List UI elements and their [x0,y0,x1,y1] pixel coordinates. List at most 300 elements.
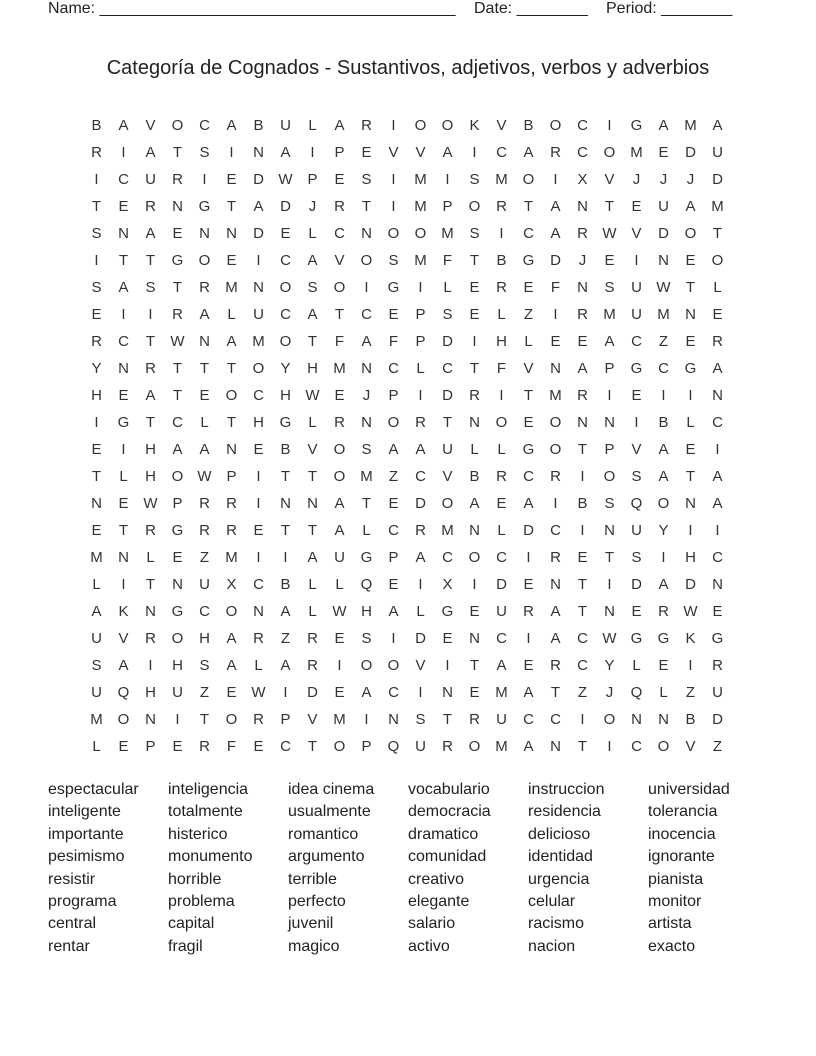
grid-letter[interactable]: E [199,387,210,404]
grid-letter[interactable]: E [118,738,129,755]
grid-letter[interactable]: L [497,441,506,458]
grid-letter[interactable]: N [253,144,264,161]
grid-letter[interactable]: I [418,684,423,701]
grid-letter[interactable]: N [172,576,183,593]
grid-letter[interactable]: G [630,630,643,647]
grid-letter[interactable]: U [199,576,210,593]
grid-letter[interactable]: M [414,252,427,269]
grid-letter[interactable]: N [226,441,237,458]
grid-letter[interactable]: T [442,414,453,431]
grid-letter[interactable]: Z [523,306,534,323]
grid-letter[interactable]: I [688,387,693,404]
grid-letter[interactable]: E [334,684,345,701]
grid-letter[interactable]: I [391,630,396,647]
grid-letter[interactable]: A [145,144,156,161]
grid-letter[interactable]: I [553,306,558,323]
grid-letter[interactable]: T [199,360,210,377]
grid-letter[interactable]: L [92,576,101,593]
grid-letter[interactable]: A [91,603,102,620]
grid-letter[interactable]: A [388,603,399,620]
grid-letter[interactable]: C [523,468,534,485]
grid-letter[interactable]: M [495,738,508,755]
grid-letter[interactable]: Z [199,684,210,701]
grid-letter[interactable]: C [523,711,534,728]
grid-letter[interactable]: T [172,360,183,377]
grid-letter[interactable]: T [712,225,723,242]
grid-letter[interactable]: E [631,387,642,404]
grid-letter[interactable]: R [253,711,264,728]
grid-letter[interactable]: L [146,549,155,566]
grid-letter[interactable]: C [496,549,507,566]
grid-letter[interactable]: A [712,468,723,485]
grid-letter[interactable]: C [550,522,561,539]
grid-letter[interactable]: C [388,522,399,539]
grid-letter[interactable]: O [333,279,346,296]
grid-letter[interactable]: S [361,441,372,458]
grid-letter[interactable]: O [711,252,724,269]
grid-letter[interactable]: I [715,522,720,539]
grid-letter[interactable]: Z [280,630,291,647]
grid-letter[interactable]: R [712,333,723,350]
grid-letter[interactable]: T [307,522,318,539]
grid-letter[interactable]: U [496,603,507,620]
grid-letter[interactable]: I [337,657,342,674]
grid-letter[interactable]: T [145,576,156,593]
grid-letter[interactable]: W [656,279,671,296]
grid-letter[interactable]: O [495,414,508,431]
grid-letter[interactable]: S [361,630,372,647]
grid-letter[interactable]: J [578,252,587,269]
grid-letter[interactable]: O [279,279,292,296]
grid-letter[interactable]: O [198,252,211,269]
grid-letter[interactable]: E [469,603,480,620]
grid-letter[interactable]: W [251,684,266,701]
grid-letter[interactable]: V [334,252,345,269]
grid-letter[interactable]: S [469,225,480,242]
grid-letter[interactable]: E [253,522,264,539]
grid-letter[interactable]: V [118,630,129,647]
grid-letter[interactable]: G [630,360,643,377]
grid-letter[interactable]: Y [280,360,291,377]
grid-letter[interactable]: O [333,738,346,755]
grid-letter[interactable]: E [91,522,102,539]
grid-letter[interactable]: C [577,144,588,161]
grid-letter[interactable]: T [91,468,102,485]
grid-letter[interactable]: I [688,657,693,674]
grid-letter[interactable]: N [469,414,480,431]
grid-letter[interactable]: Z [685,684,696,701]
grid-letter[interactable]: R [550,549,561,566]
grid-letter[interactable]: T [172,387,183,404]
grid-letter[interactable]: H [91,387,102,404]
grid-letter[interactable]: A [361,684,372,701]
grid-letter[interactable]: R [469,387,480,404]
grid-letter[interactable]: A [145,387,156,404]
grid-letter[interactable]: E [118,387,129,404]
grid-letter[interactable]: A [199,306,210,323]
grid-letter[interactable]: I [202,171,207,188]
grid-letter[interactable]: I [472,144,477,161]
grid-letter[interactable]: E [388,576,399,593]
grid-letter[interactable]: F [496,360,507,377]
grid-letter[interactable]: I [364,279,369,296]
grid-letter[interactable]: D [253,225,264,242]
grid-letter[interactable]: G [657,630,670,647]
grid-letter[interactable]: T [226,414,237,431]
grid-letter[interactable]: R [469,711,480,728]
grid-letter[interactable]: O [387,657,400,674]
grid-letter[interactable]: T [280,468,291,485]
grid-letter[interactable]: G [522,252,535,269]
grid-letter[interactable]: E [523,414,534,431]
grid-letter[interactable]: P [280,711,291,728]
grid-letter[interactable]: D [550,252,561,269]
grid-letter[interactable]: H [685,549,696,566]
grid-letter[interactable]: N [118,360,129,377]
grid-letter[interactable]: L [524,333,533,350]
grid-letter[interactable]: B [685,711,696,728]
grid-letter[interactable]: W [602,225,617,242]
grid-letter[interactable]: M [441,522,454,539]
grid-letter[interactable]: A [523,738,534,755]
grid-letter[interactable]: M [333,711,346,728]
grid-letter[interactable]: A [118,117,129,134]
grid-letter[interactable]: Q [630,684,643,701]
grid-letter[interactable]: S [604,495,615,512]
grid-letter[interactable]: V [685,738,696,755]
grid-letter[interactable]: E [388,495,399,512]
grid-letter[interactable]: E [361,144,372,161]
grid-letter[interactable]: L [416,603,425,620]
grid-letter[interactable]: C [496,630,507,647]
grid-letter[interactable]: S [199,144,210,161]
grid-letter[interactable]: A [118,279,129,296]
grid-letter[interactable]: N [199,333,210,350]
grid-letter[interactable]: E [469,306,480,323]
grid-letter[interactable]: S [631,549,642,566]
grid-letter[interactable]: F [442,252,453,269]
grid-letter[interactable]: O [684,225,697,242]
grid-letter[interactable]: T [172,279,183,296]
grid-letter[interactable]: T [577,576,588,593]
grid-letter[interactable]: A [604,333,615,350]
grid-letter[interactable]: I [94,414,99,431]
grid-letter[interactable]: A [307,549,318,566]
grid-letter[interactable]: G [171,603,184,620]
grid-letter[interactable]: A [523,495,534,512]
grid-letter[interactable]: R [658,603,669,620]
grid-letter[interactable]: E [496,495,507,512]
grid-letter[interactable]: T [469,360,480,377]
grid-letter[interactable]: T [118,522,129,539]
grid-letter[interactable]: R [577,225,588,242]
grid-letter[interactable]: V [496,117,507,134]
grid-letter[interactable]: W [170,333,185,350]
grid-letter[interactable]: G [360,549,373,566]
grid-letter[interactable]: T [469,657,480,674]
grid-letter[interactable]: A [685,198,696,215]
grid-letter[interactable]: C [361,306,372,323]
grid-letter[interactable]: I [283,549,288,566]
grid-letter[interactable]: G [117,414,130,431]
grid-letter[interactable]: D [685,576,696,593]
grid-letter[interactable]: D [712,711,723,728]
grid-letter[interactable]: R [550,657,561,674]
grid-letter[interactable]: R [550,144,561,161]
grid-letter[interactable]: A [496,657,507,674]
grid-letter[interactable]: R [577,387,588,404]
grid-letter[interactable]: S [361,171,372,188]
grid-letter[interactable]: E [388,306,399,323]
grid-letter[interactable]: C [199,603,210,620]
grid-letter[interactable]: Y [91,360,102,377]
grid-letter[interactable]: Q [117,684,130,701]
grid-letter[interactable]: O [171,117,184,134]
grid-letter[interactable]: I [499,225,504,242]
grid-letter[interactable]: Z [199,549,210,566]
grid-letter[interactable]: P [226,468,237,485]
grid-letter[interactable]: N [577,414,588,431]
grid-letter[interactable]: E [118,495,129,512]
grid-letter[interactable]: W [143,495,158,512]
grid-letter[interactable]: E [118,198,129,215]
grid-letter[interactable]: T [685,279,696,296]
grid-letter[interactable]: A [712,360,723,377]
grid-letter[interactable]: U [712,684,723,701]
grid-letter[interactable]: P [388,549,399,566]
grid-letter[interactable]: E [91,441,102,458]
grid-letter[interactable]: A [334,495,345,512]
grid-letter[interactable]: D [280,198,291,215]
grid-letter[interactable]: K [685,630,696,647]
grid-letter[interactable]: O [360,252,373,269]
grid-letter[interactable]: J [605,684,614,701]
grid-letter[interactable]: A [712,495,723,512]
grid-letter[interactable]: L [497,306,506,323]
grid-letter[interactable]: V [415,657,426,674]
grid-letter[interactable]: P [388,387,399,404]
grid-letter[interactable]: N [361,414,372,431]
grid-letter[interactable]: I [580,522,585,539]
grid-letter[interactable]: I [445,657,450,674]
grid-letter[interactable]: O [414,117,427,134]
grid-letter[interactable]: G [522,441,535,458]
grid-letter[interactable]: U [91,630,102,647]
grid-letter[interactable]: L [227,306,236,323]
grid-letter[interactable]: L [200,414,209,431]
grid-letter[interactable]: W [332,603,347,620]
grid-letter[interactable]: H [145,684,156,701]
grid-letter[interactable]: M [225,279,238,296]
grid-letter[interactable]: H [253,414,264,431]
grid-letter[interactable]: T [226,360,237,377]
grid-letter[interactable]: T [469,252,480,269]
grid-letter[interactable]: N [469,630,480,647]
grid-letter[interactable]: R [550,468,561,485]
grid-letter[interactable]: W [278,171,293,188]
grid-letter[interactable]: N [172,198,183,215]
grid-letter[interactable]: H [172,657,183,674]
grid-letter[interactable]: D [442,333,453,350]
grid-letter[interactable]: A [550,225,561,242]
grid-letter[interactable]: O [468,738,481,755]
grid-letter[interactable]: R [307,630,318,647]
grid-letter[interactable]: S [388,252,399,269]
grid-letter[interactable]: I [526,549,531,566]
grid-letter[interactable]: T [523,387,534,404]
grid-letter[interactable]: R [145,198,156,215]
grid-letter[interactable]: T [199,711,210,728]
grid-letter[interactable]: Y [604,657,615,674]
grid-letter[interactable]: L [308,603,317,620]
grid-letter[interactable]: N [118,549,129,566]
grid-letter[interactable]: R [145,630,156,647]
grid-letter[interactable]: V [523,360,534,377]
grid-letter[interactable]: I [229,144,234,161]
grid-letter[interactable]: B [523,117,534,134]
grid-letter[interactable]: V [307,711,318,728]
grid-letter[interactable]: H [145,441,156,458]
grid-letter[interactable]: M [441,225,454,242]
grid-letter[interactable]: A [280,657,291,674]
grid-letter[interactable]: S [91,279,102,296]
grid-letter[interactable]: R [334,414,345,431]
grid-letter[interactable]: C [199,117,210,134]
grid-letter[interactable]: C [280,738,291,755]
grid-letter[interactable]: D [685,144,696,161]
grid-letter[interactable]: E [604,252,615,269]
grid-letter[interactable]: N [199,225,210,242]
grid-letter[interactable]: F [334,333,345,350]
grid-letter[interactable]: M [360,468,373,485]
grid-letter[interactable]: C [388,360,399,377]
grid-letter[interactable]: W [305,387,320,404]
grid-letter[interactable]: R [226,495,237,512]
grid-letter[interactable]: R [199,279,210,296]
grid-letter[interactable]: U [91,684,102,701]
grid-letter[interactable]: V [631,441,642,458]
grid-letter[interactable]: T [145,414,156,431]
grid-letter[interactable]: L [254,657,263,674]
grid-letter[interactable]: I [121,144,126,161]
grid-letter[interactable]: R [577,306,588,323]
grid-letter[interactable]: M [90,549,103,566]
grid-letter[interactable]: A [523,684,534,701]
grid-letter[interactable]: D [415,495,426,512]
grid-letter[interactable]: T [604,549,615,566]
grid-letter[interactable]: L [713,279,722,296]
grid-letter[interactable]: Z [388,468,399,485]
grid-letter[interactable]: K [118,603,129,620]
grid-letter[interactable]: T [307,468,318,485]
grid-letter[interactable]: L [308,576,317,593]
grid-letter[interactable]: C [712,414,723,431]
grid-letter[interactable]: D [496,576,507,593]
grid-letter[interactable]: N [685,306,696,323]
grid-letter[interactable]: M [603,306,616,323]
grid-letter[interactable]: M [630,144,643,161]
grid-letter[interactable]: H [307,360,318,377]
grid-letter[interactable]: A [307,252,318,269]
grid-letter[interactable]: U [280,117,291,134]
grid-letter[interactable]: T [577,738,588,755]
grid-letter[interactable]: C [172,414,183,431]
grid-letter[interactable]: C [523,225,534,242]
grid-letter[interactable]: N [226,225,237,242]
grid-letter[interactable]: I [661,549,666,566]
grid-letter[interactable]: W [683,603,698,620]
grid-letter[interactable]: I [607,738,612,755]
grid-letter[interactable]: I [256,468,261,485]
grid-letter[interactable]: O [360,657,373,674]
grid-letter[interactable]: O [171,630,184,647]
grid-letter[interactable]: T [523,198,534,215]
grid-letter[interactable]: T [442,711,453,728]
grid-letter[interactable]: H [199,630,210,647]
grid-letter[interactable]: P [172,495,183,512]
grid-letter[interactable]: G [711,630,724,647]
grid-letter[interactable]: N [658,252,669,269]
grid-letter[interactable]: I [364,711,369,728]
grid-letter[interactable]: A [658,117,669,134]
grid-letter[interactable]: E [172,549,183,566]
grid-letter[interactable]: A [550,630,561,647]
grid-letter[interactable]: A [280,144,291,161]
grid-letter[interactable]: E [550,333,561,350]
grid-letter[interactable]: R [496,279,507,296]
grid-letter[interactable]: C [577,630,588,647]
grid-letter[interactable]: A [388,441,399,458]
grid-letter[interactable]: I [391,171,396,188]
grid-letter[interactable]: N [685,495,696,512]
grid-letter[interactable]: M [90,711,103,728]
grid-letter[interactable]: I [256,495,261,512]
grid-letter[interactable]: Z [658,333,669,350]
grid-letter[interactable]: O [387,414,400,431]
grid-letter[interactable]: P [145,738,156,755]
grid-letter[interactable]: I [499,387,504,404]
grid-letter[interactable]: U [631,279,642,296]
grid-letter[interactable]: L [470,441,479,458]
grid-letter[interactable]: S [442,306,453,323]
grid-letter[interactable]: O [603,468,616,485]
grid-letter[interactable]: T [307,333,318,350]
grid-letter[interactable]: G [279,414,292,431]
grid-letter[interactable]: N [145,603,156,620]
grid-letter[interactable]: C [253,387,264,404]
grid-letter[interactable]: T [604,198,615,215]
grid-letter[interactable]: S [307,279,318,296]
grid-letter[interactable]: L [497,522,506,539]
grid-letter[interactable]: I [121,306,126,323]
grid-letter[interactable]: T [280,522,291,539]
grid-letter[interactable]: H [145,468,156,485]
grid-letter[interactable]: A [172,441,183,458]
grid-letter[interactable]: K [469,117,480,134]
grid-letter[interactable]: E [442,630,453,647]
grid-letter[interactable]: M [225,549,238,566]
grid-letter[interactable]: O [549,117,562,134]
grid-letter[interactable]: L [308,414,317,431]
grid-letter[interactable]: C [631,333,642,350]
grid-letter[interactable]: I [580,711,585,728]
grid-letter[interactable]: N [550,360,561,377]
grid-letter[interactable]: I [634,414,639,431]
grid-letter[interactable]: A [658,576,669,593]
grid-letter[interactable]: N [577,279,588,296]
grid-letter[interactable]: R [199,522,210,539]
grid-letter[interactable]: P [604,360,615,377]
